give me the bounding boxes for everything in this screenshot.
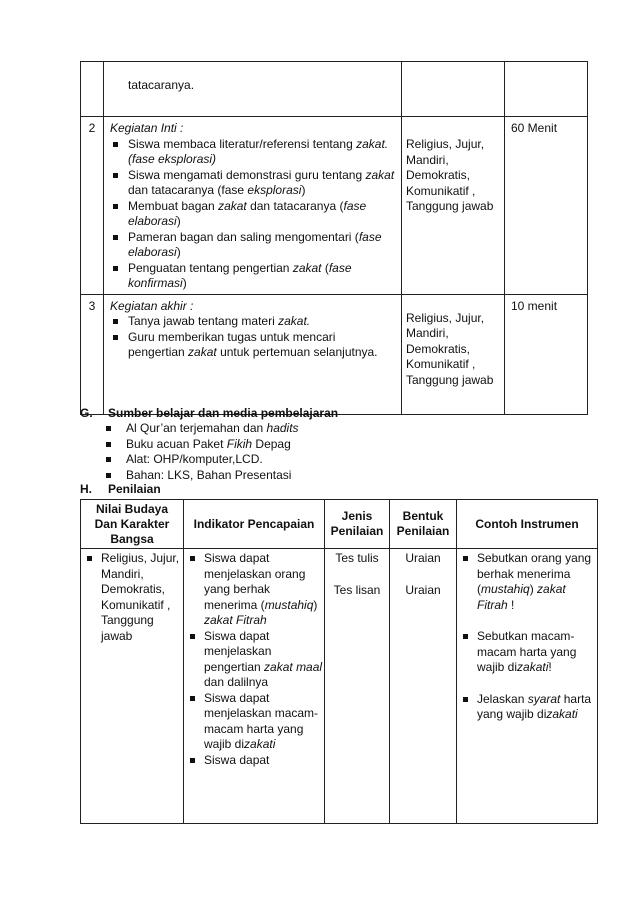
character-values: Religius, Jujur, Mandiri, Demokratis, Komunikatif , Tanggung jawab — [406, 137, 494, 213]
table-row — [81, 62, 588, 117]
section-title: Penilaian — [108, 482, 161, 496]
italic-term: fase elaborasi — [128, 229, 382, 259]
column-header: Nilai Budaya Dan Karakter Bangsa — [81, 500, 184, 549]
square-bullet-icon — [113, 142, 118, 147]
list-item: Siswa mengamati demonstrasi guru tentang zakat dan tatacaranya (fase eksplorasi) — [110, 168, 395, 199]
table-header-row — [81, 500, 598, 549]
table-row — [81, 117, 588, 295]
list-item: Jelaskan syarat harta yang wajib dizakati — [457, 692, 597, 723]
square-bullet-icon — [463, 697, 468, 702]
italic-term: zakati — [244, 737, 276, 751]
activity-heading: Kegiatan akhir : — [110, 298, 194, 313]
list-item: Siswa dapat menjelaskan pengertian zakat maal dan dalilnya — [184, 629, 324, 691]
italic-term: zakati — [517, 660, 549, 674]
row-number: 2 — [81, 117, 104, 295]
row-number: 3 — [81, 294, 104, 414]
time-allocation — [505, 62, 588, 117]
continued-text: tatacaranya. — [128, 78, 195, 92]
activity-table — [80, 61, 588, 415]
section-g-heading — [80, 406, 338, 420]
italic-term: mustahiq — [264, 597, 314, 612]
square-bullet-icon — [87, 556, 92, 561]
square-bullet-icon — [190, 758, 195, 763]
italic-term: fase konfirmasi — [128, 260, 352, 290]
list-item: Penguatan tentang pengertian zakat (fase konfirmasi) — [110, 261, 395, 292]
list-item: Membuat bagan zakat dan tatacaranya (fase elaborasi) — [110, 199, 395, 230]
italic-term: zakat. (fase eksplorasi) — [128, 136, 389, 166]
section-letter: H. — [80, 482, 92, 496]
list-item: Sebutkan macam-macam harta yang wajib dizakati! — [457, 629, 597, 676]
italic-term: hadits — [266, 421, 299, 435]
list-item: Bahan: LKS, Bahan Presentasi — [106, 468, 466, 484]
list-item: Buku acuan Paket Fikih Depag — [106, 437, 466, 453]
column-header: Indikator Pencapaian — [184, 500, 325, 549]
square-bullet-icon — [113, 235, 118, 240]
square-bullet-icon — [113, 266, 118, 271]
italic-term: zakat — [218, 198, 247, 213]
assessment-form: Uraian — [405, 582, 441, 597]
italic-term: syarat — [527, 691, 561, 706]
square-bullet-icon — [113, 173, 118, 178]
activity-heading: Kegiatan Inti : — [110, 121, 184, 135]
list-item: Siswa dapat — [184, 753, 324, 769]
assessment-table — [80, 499, 598, 824]
italic-term: zakat. — [278, 314, 311, 328]
learning-resources-list — [106, 421, 466, 483]
section-letter: G. — [80, 406, 93, 420]
activity-list — [110, 314, 395, 361]
list-item: Al Qur’an terjemahan dan hadits — [106, 421, 466, 437]
list-item: Sebutkan orang yang berhak menerima (mustahiq) zakat Fitrah ! — [457, 551, 597, 613]
assessment-form: Uraian — [405, 551, 441, 565]
list-item: Tanya jawab tentang materi zakat. — [110, 314, 395, 330]
time-allocation: 60 Menit — [505, 117, 588, 295]
column-header: Bentuk Penilaian — [390, 500, 457, 549]
character-values: Religius, Jujur, Mandiri, Demokratis, Komunikatif , Tanggung jawab — [406, 310, 494, 387]
square-bullet-icon — [106, 473, 111, 478]
square-bullet-icon — [113, 335, 118, 340]
list-item: Religius, Jujur, Mandiri, Demokratis, Komunikatif , Tanggung jawab — [81, 551, 183, 644]
square-bullet-icon — [113, 319, 118, 324]
square-bullet-icon — [190, 696, 195, 701]
italic-term: fase elaborasi — [128, 198, 367, 228]
square-bullet-icon — [106, 457, 111, 462]
list-item: Siswa dapat menjelaskan macam-macam harta yang wajib dizakati — [184, 691, 324, 753]
italic-term: zakat Fitrah — [204, 613, 267, 627]
list-item: Alat: OHP/komputer,LCD. — [106, 452, 466, 468]
table-row — [81, 549, 598, 824]
character-values — [402, 62, 505, 117]
assessment-type: Tes lisan — [333, 582, 381, 597]
italic-term: zakat — [292, 260, 322, 275]
list-item: Guru memberikan tugas untuk mencari pengertian zakat untuk pertemuan selanjutnya. — [110, 330, 395, 361]
square-bullet-icon — [113, 204, 118, 209]
italic-term: zakat maal — [264, 659, 323, 674]
table-row — [81, 294, 588, 414]
square-bullet-icon — [463, 634, 468, 639]
italic-term: zakat — [188, 345, 217, 359]
indicator-list — [184, 551, 324, 768]
list-item: Siswa dapat menjelaskan orang yang berhak menerima (mustahiq) zakat Fitrah — [184, 551, 324, 629]
square-bullet-icon — [190, 634, 195, 639]
italic-term: zakat — [365, 167, 395, 182]
italic-term: eksplorasi — [247, 183, 302, 197]
activity-list — [110, 137, 395, 292]
square-bullet-icon — [106, 442, 111, 447]
time-allocation: 10 menit — [505, 294, 588, 414]
list-item: Pameran bagan dan saling mengomentari (fase elaborasi) — [110, 230, 395, 261]
row-number — [81, 62, 104, 117]
column-header: Contoh Instrumen — [457, 500, 598, 549]
list-item: Siswa membaca literatur/referensi tentang zakat. (fase eksplorasi) — [110, 137, 395, 168]
italic-term: Fikih — [226, 436, 253, 451]
italic-term: zakat Fitrah — [477, 582, 566, 612]
column-header: Jenis Penilaian — [325, 500, 390, 549]
instrument-list — [457, 551, 597, 723]
square-bullet-icon — [190, 556, 195, 561]
assessment-type: Tes tulis — [335, 551, 379, 565]
values-list — [81, 551, 183, 644]
italic-term: mustahiq — [481, 582, 530, 596]
section-h-heading — [80, 482, 161, 496]
section-title: Sumber belajar dan media pembelajaran — [108, 406, 339, 420]
italic-term: zakati — [546, 707, 578, 721]
square-bullet-icon — [463, 556, 468, 561]
square-bullet-icon — [106, 426, 111, 431]
